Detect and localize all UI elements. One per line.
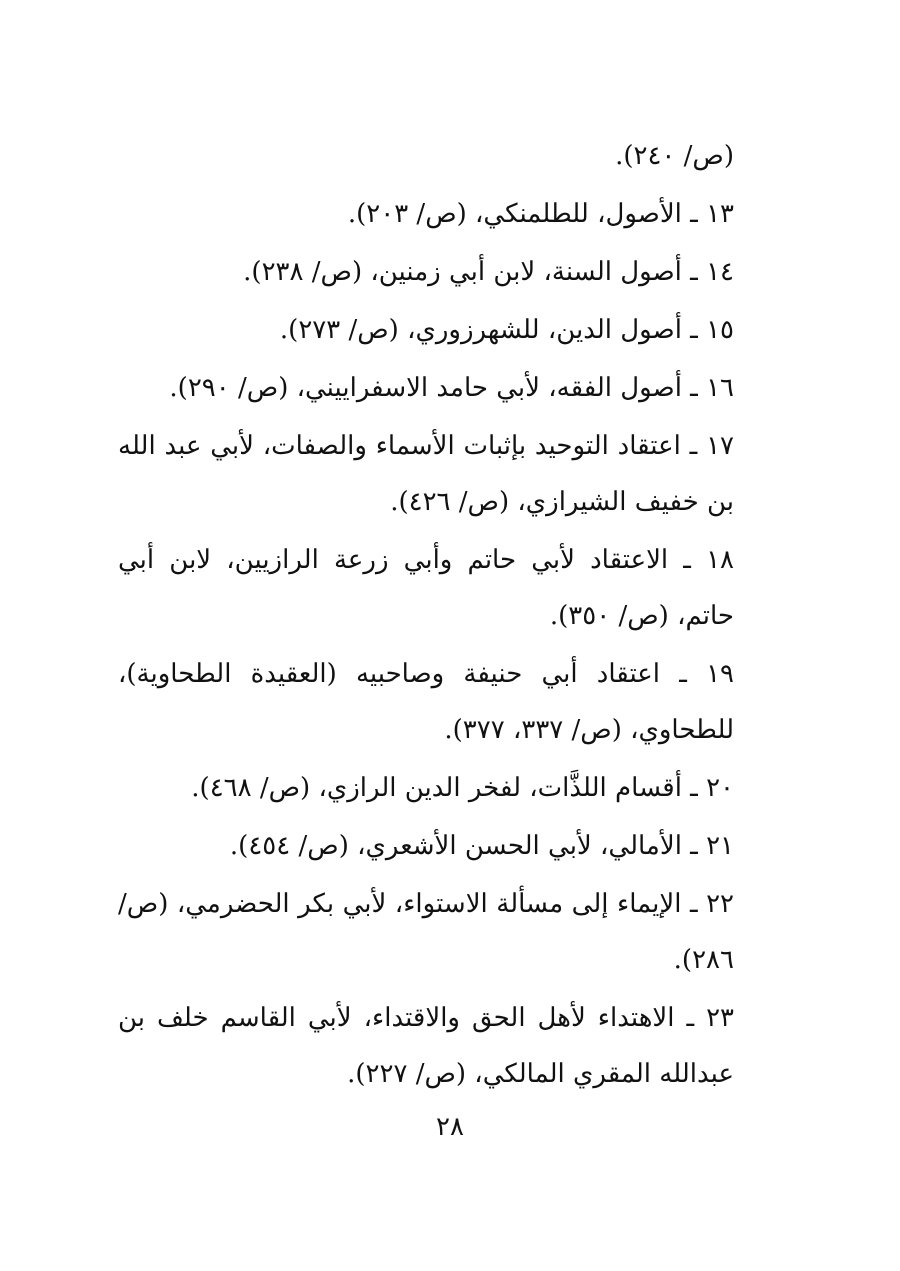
list-item-14: ١٤ ـ أصول السنة، لابن أبي زمنين، (ص/ ٢٣٨). [243, 257, 734, 287]
list-item-20: ٢٠ ـ أقسام اللذَّات، لفخر الدين الرازي، (ص/ ٤٦٨). [191, 773, 734, 803]
list-item-23: ٢٣ ـ الاهتداء لأهل الحق والاقتداء، لأبي القاسم خلف بن عبدالله المقري المالكي، (ص/ ٢٢٧). [118, 1003, 734, 1089]
list-item-19: ١٩ ـ اعتقاد أبي حنيفة وصاحبيه (العقيدة الطحاوية)، للطحاوي، (ص/ ٣٣٧، ٣٧٧). [118, 659, 734, 745]
list-item-22: ٢٢ ـ الإيماء إلى مسألة الاستواء، لأبي بكر الحضرمي، (ص/ ٢٨٦). [118, 889, 734, 975]
list-item-continuation: (ص/ ٢٤٠). [615, 141, 734, 171]
list-item-16: ١٦ ـ أصول الفقه، لأبي حامد الاسفراييني، (ص/ ٢٩٠). [169, 373, 734, 403]
list-item-21: ٢١ ـ الأمالي، لأبي الحسن الأشعري، (ص/ ٤٥٤). [229, 831, 734, 861]
page-number: ٢٨ [436, 1112, 464, 1142]
bibliography-list [118, 128, 734, 1102]
list-item-18: ١٨ ـ الاعتقاد لأبي حاتم وأبي زرعة الرازيين، لابن أبي حاتم، (ص/ ٣٥٠). [118, 545, 734, 631]
list-item-13: ١٣ ـ الأصول، للطلمنكي، (ص/ ٢٠٣). [347, 199, 734, 229]
list-item-17: ١٧ ـ اعتقاد التوحيد بإثبات الأسماء والصفات، لأبي عبد الله بن خفيف الشيرازي، (ص/ ٤٢٦). [118, 431, 734, 517]
list-item-15: ١٥ ـ أصول الدين، للشهرزوري، (ص/ ٢٧٣). [279, 315, 734, 345]
